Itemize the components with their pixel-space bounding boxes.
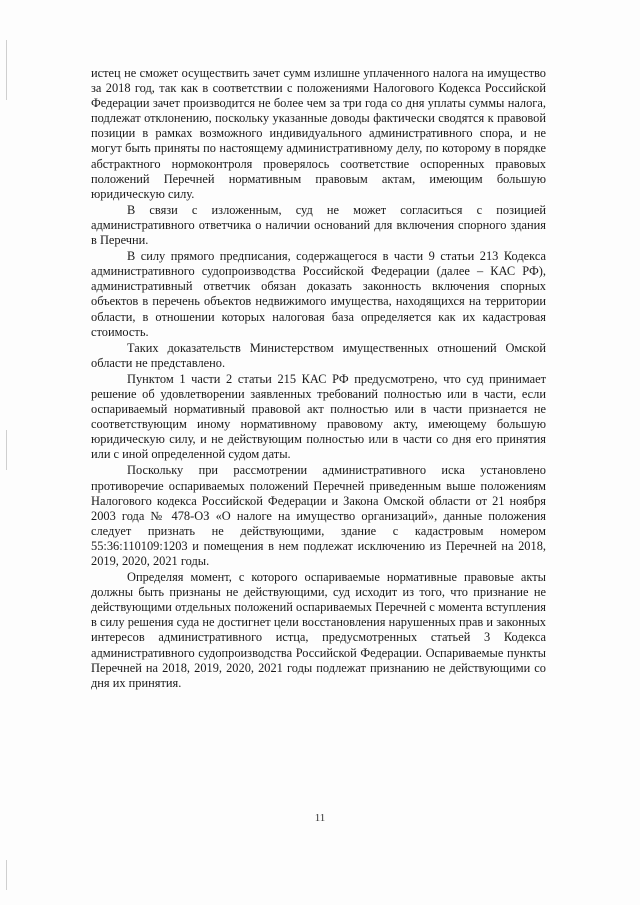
paragraph: Поскольку при рассмотрении административного иска установлено противоречие оспариваемых положений Перечней приведенным выше положениям Налогового кодекса Российской Федерации и Закона Омской области от 21 ноября 2003 года № 478-ОЗ «О налоге на имущество организаций», данные положения следует признать не действующими, здание с кадастровым номером 55:36:110109:1203 и помещения в нем подлежат исключению из Перечней на 2018, 2019, 2020, 2021 годы. — [91, 463, 546, 568]
scan-edge-mark — [6, 860, 7, 890]
paragraph: Определяя момент, с которого оспариваемые нормативные правовые акты должны быть признаны не действующими, суд исходит из того, что признание не действующими отдельных положений оспариваемых Перечней с момента вступления в силу решения суда не достигнет цели восстановления нарушенных прав и законных интересов административного истца, предусмотренных статьей 3 Кодекса административного судопроизводства Российской Федерации. Оспариваемые пункты Перечней на 2018, 2019, 2020, 2021 годы подлежат признанию не действующими со дня их принятия. — [91, 570, 546, 690]
paragraph: В силу прямого предписания, содержащегося в части 9 статьи 213 Кодекса административного судопроизводства Российской Федерации (далее – КАС РФ), административный ответчик обязан доказать законность включения спорных объектов в перечень объектов недвижимого имущества, находящихся на территории области, в отношении которых налоговая база определяется как их кадастровая стоимость. — [91, 249, 546, 339]
page-number: 11 — [314, 812, 326, 824]
scan-edge-mark — [6, 40, 7, 100]
paragraph: истец не сможет осуществить зачет сумм излишне уплаченного налога на имущество за 2018 год, так как в соответствии с положениями Налогового Кодекса Российской Федерации зачет производится не более чем за три года со дня уплаты суммы налога, подлежат отклонению, поскольку указанные доводы фактически сводятся к правовой позиции в рамках возможного индивидуального административного спора, и не могут быть приняты по настоящему административному делу, по которому в порядке абстрактного нормоконтроля проверялось соответствие оспоренных правовых положений Перечней нормативным правовым актам, имеющим большую юридическую силу. — [91, 66, 546, 201]
scan-edge-mark — [6, 430, 7, 470]
document-body — [91, 66, 546, 692]
paragraph: В связи с изложенным, суд не может согласиться с позицией административного ответчика о наличии оснований для включения спорного здания в Перечни. — [91, 202, 546, 248]
paragraph: Таких доказательств Министерством имущественных отношений Омской области не представлено. — [91, 340, 546, 370]
paragraph: Пунктом 1 части 2 статьи 215 КАС РФ предусмотрено, что суд принимает решение об удовлетворении заявленных требований полностью или в части, если оспариваемый нормативный правовой акт полностью или в части признается не соответствующим иному нормативному правовому акту, имеющему большую юридическую силу, и не действующим полностью или в части со дня его принятия или с иной определенной судом даты. — [91, 371, 546, 462]
